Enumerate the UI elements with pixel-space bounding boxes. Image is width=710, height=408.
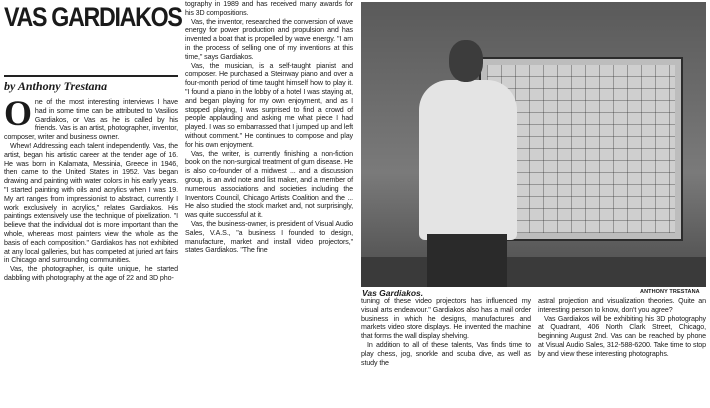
paragraph-7: Vas, the writer, is currently finishing a non-fiction book on the non-surgical treatment of gum disease. He is also co-founder of a midwest ... and a discussion group, is an avid note and list maker, and a member of numerous associations and societies including the Inventors Council, Chicago Artists Coalition and the ... He also studied the stock market and, not surprisingly, was quite successful at it. [185,149,353,220]
paragraph-11: astral projection and visualization theories. Quite an interesting person to know, don't you agree? [538,297,706,314]
article-byline: by Anthony Trestana [4,79,108,93]
paragraph-8: Vas, the business-owner, is president of Visual Audio Sales, V.A.S., "a business I founded to design, manufacture, market and install video projectors," states Gardiakos. "The fine [185,219,353,255]
photo-caption: Vas Gardiakos. [362,288,424,298]
figure-head [449,40,483,82]
paragraph-3: Vas, the photographer, is quite unique, he started dabbling with photography at the age of 22 and 3D pho- [4,265,178,282]
article-column-4 [538,297,706,359]
photo-credit: ANTHONY TRESTANA [640,289,700,295]
drop-cap: O [4,93,32,133]
article-column-2 [185,0,353,255]
paragraph-12: Vas Gardiakos will be exhibiting his 3D photography at Quadrant, 406 North Clark Street, Chicago, beginning August 2nd. Vas can be reached by phone at Visual Audio Sales, 312-588-6200. Take time to stop by and view these interesting photographs. [538,314,706,358]
paragraph-1 [4,93,178,142]
paragraph-1-text: ne of the most interesting interviews I have had in some time can be attributed to Vasilios Gardiakos, or Vas as he is called by his friends. Vas is an artist, photographer, inventor, composer, writer and business owner. [4,98,178,142]
headline-rule [4,75,178,77]
article-column-3 [361,297,531,367]
paragraph-10: In addition to all of these talents, Vas finds time to play chess, jog, snorkle and scuba dive, as well as study the [361,340,531,367]
article-column-1 [4,93,178,283]
paragraph-6: Vas, the musician, is a self-taught pianist and composer. He purchased a Steinway piano and over a four-month period of time taught himself how to play it. "I found a piano in the lobby of a hotel I was staying at, and began playing for my own enjoyment, and as I stopped playing, I was surprised to find a crowd of people applauding and asking me what piece I had played. I was so embarrassed that I jumped up and left without comment." He continues to compose and play for his own enjoyment. [185,61,353,149]
portrait-photo [361,2,706,287]
paragraph-2: Whew! Addressing each talent independently. Vas, the artist, began his artistic career at the tender age of 16. He was born in Kalamata, Messinia, Greece in 1946, then came to the United States in 1952. Vas began drawing and painting with water colors in his early years. "I started painting with oils and acrylics when I was 19. My art ranges from impressionist to abstract, currently I work exclusively in acrylics," relates Gardiakos. His paintings extensively use the technique of pixelization. "I believe that the individual dot is more important than the whole, whereas most painters view the whole as the basis of each composition." Gardiakos has not exhibited at any local galleries, but has competed at juried art fairs in Chicago and surrounding communities. [4,141,178,265]
paragraph-5: Vas, the inventor, researched the conversion of wave energy for power production and propulsion and has invented a boat that is propelled by wave energy. "I am in the process of selling one of my inventions at this time," says Gardiakos. [185,17,353,61]
article-headline: VAS GARDIAKOS [4,2,182,32]
paragraph-9: tuning of these video projectors has influenced my visual arts endeavour." Gardiakos also has a mail order business in which he designs, manufactures and markets video store displays. He invented the machine that forms the wall display shelving. [361,297,531,341]
figure-body [419,80,517,240]
paragraph-4: tography in 1989 and has received many awards for his 3D compositions. [185,0,353,17]
